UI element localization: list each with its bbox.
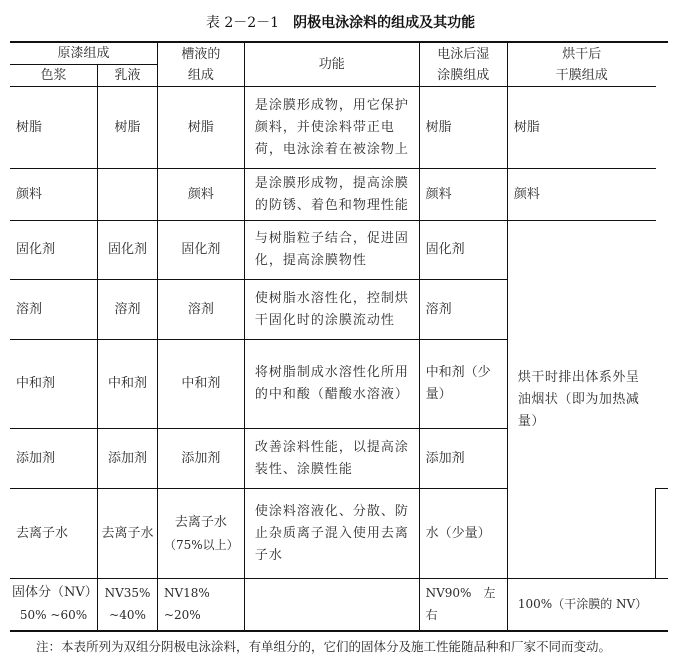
- cell-wet: 添加剂: [419, 429, 507, 489]
- cell-emulsion-line1: NV35%: [104, 586, 151, 601]
- cell-paste: 去离子水: [10, 489, 98, 579]
- cell-bath: 颜料: [157, 169, 244, 221]
- cell-emulsion: 添加剂: [98, 429, 158, 489]
- table-row: [10, 221, 668, 280]
- header-wet-film: [419, 42, 507, 87]
- header-dry-line1: 烘干后: [562, 46, 602, 62]
- cell-emulsion: 树脂: [98, 87, 158, 169]
- cell-function: 是涂膜形成物，用它保护颜料，并使涂料带正电荷，电泳涂着在被涂物上: [244, 87, 419, 169]
- table-number: 表 2－2－1: [205, 15, 280, 31]
- composition-table: [10, 41, 668, 632]
- cell-dry: 100%（干涂膜的 NV）: [507, 579, 655, 631]
- cell-dry-empty: [656, 489, 669, 579]
- cell-bath-line2: ~20%: [163, 608, 201, 623]
- cell-wet: 中和剂（少量）: [419, 340, 507, 429]
- cell-paste: 添加剂: [10, 429, 98, 489]
- table-title: [0, 12, 681, 32]
- cell-bath: [157, 579, 244, 631]
- cell-bath: [157, 489, 244, 579]
- cell-paste: [10, 579, 98, 631]
- cell-bath-line1: 去离子水: [174, 514, 227, 530]
- cell-emulsion-line2: ~40%: [109, 608, 146, 623]
- cell-emulsion: [98, 169, 158, 221]
- cell-function: 将树脂制成水溶性化所用的中和酸（醋酸水溶液）: [244, 340, 419, 429]
- table-footnote: 注：本表所列为双组分阴极电泳涂料，有单组分的，它们的固体分及施工性能随品种和厂家不同而变动。: [36, 639, 612, 654]
- table-caption: 阴极电泳涂料的组成及其功能: [293, 15, 476, 31]
- table-row: [10, 579, 668, 631]
- cell-dry-merged: 烘干时排出体系外呈油烟状（即为加热减量）: [507, 221, 655, 579]
- cell-dry: 树脂: [507, 87, 655, 169]
- header-color-paste: 色浆: [10, 65, 98, 87]
- cell-wet: 颜料: [419, 169, 507, 221]
- cell-bath: 溶剂: [157, 280, 244, 340]
- header-bath-line2: 组成: [187, 67, 214, 83]
- cell-wet: 树脂: [419, 87, 507, 169]
- cell-dry: 颜料: [507, 169, 655, 221]
- cell-bath: 固化剂: [157, 221, 244, 280]
- table-row: [10, 169, 668, 221]
- header-raw-paint: 原漆组成: [10, 42, 157, 65]
- cell-emulsion: 溶剂: [98, 280, 158, 340]
- cell-paste-line1: 固体分（NV）: [12, 585, 98, 601]
- cell-bath-line1: NV18%: [163, 586, 210, 601]
- cell-wet: 水（少量）: [419, 489, 507, 579]
- header-bath: [157, 42, 244, 87]
- cell-emulsion: 中和剂: [98, 340, 158, 429]
- cell-paste: 树脂: [10, 87, 98, 169]
- cell-paste: 固化剂: [10, 221, 98, 280]
- cell-wet-line1: NV90% 左: [425, 586, 496, 601]
- cell-bath: 中和剂: [157, 340, 244, 429]
- table-row: [10, 87, 668, 169]
- cell-paste: 溶剂: [10, 280, 98, 340]
- cell-emulsion: 固化剂: [98, 221, 158, 280]
- header-wet-line2: 涂膜组成: [437, 67, 490, 83]
- cell-paste-line2: 50% ~60%: [19, 608, 88, 623]
- cell-bath-line2: （75%以上）: [163, 537, 239, 552]
- header-dry-film: [507, 42, 655, 87]
- cell-wet: 溶剂: [419, 280, 507, 340]
- cell-wet: 固化剂: [419, 221, 507, 280]
- header-wet-line1: 电泳后湿: [437, 46, 490, 62]
- header-function: 功能: [244, 42, 419, 87]
- cell-function: [244, 579, 419, 631]
- cell-wet: [419, 579, 507, 631]
- header-bath-line1: 槽液的: [181, 46, 221, 62]
- cell-function: 是涂膜形成物，提高涂膜的防锈、着色和物理性能: [244, 169, 419, 221]
- cell-function: 使树脂水溶性化，控制烘干固化时的涂膜流动性: [244, 280, 419, 340]
- header-emulsion: 乳液: [98, 65, 158, 87]
- cell-wet-line2: 右: [425, 608, 438, 623]
- cell-function: 改善涂料性能，以提高涂装性、涂膜性能: [244, 429, 419, 489]
- cell-bath: 添加剂: [157, 429, 244, 489]
- cell-emulsion: [98, 579, 158, 631]
- cell-paste: 颜料: [10, 169, 98, 221]
- cell-function: 使涂料溶液化、分散、防止杂质离子混入使用去离子水: [244, 489, 419, 579]
- cell-paste: 中和剂: [10, 340, 98, 429]
- header-dry-line2: 干膜组成: [555, 67, 608, 83]
- cell-function: 与树脂粒子结合，促进固化，提高涂膜物性: [244, 221, 419, 280]
- cell-bath: 树脂: [157, 87, 244, 169]
- cell-emulsion: 去离子水: [98, 489, 158, 579]
